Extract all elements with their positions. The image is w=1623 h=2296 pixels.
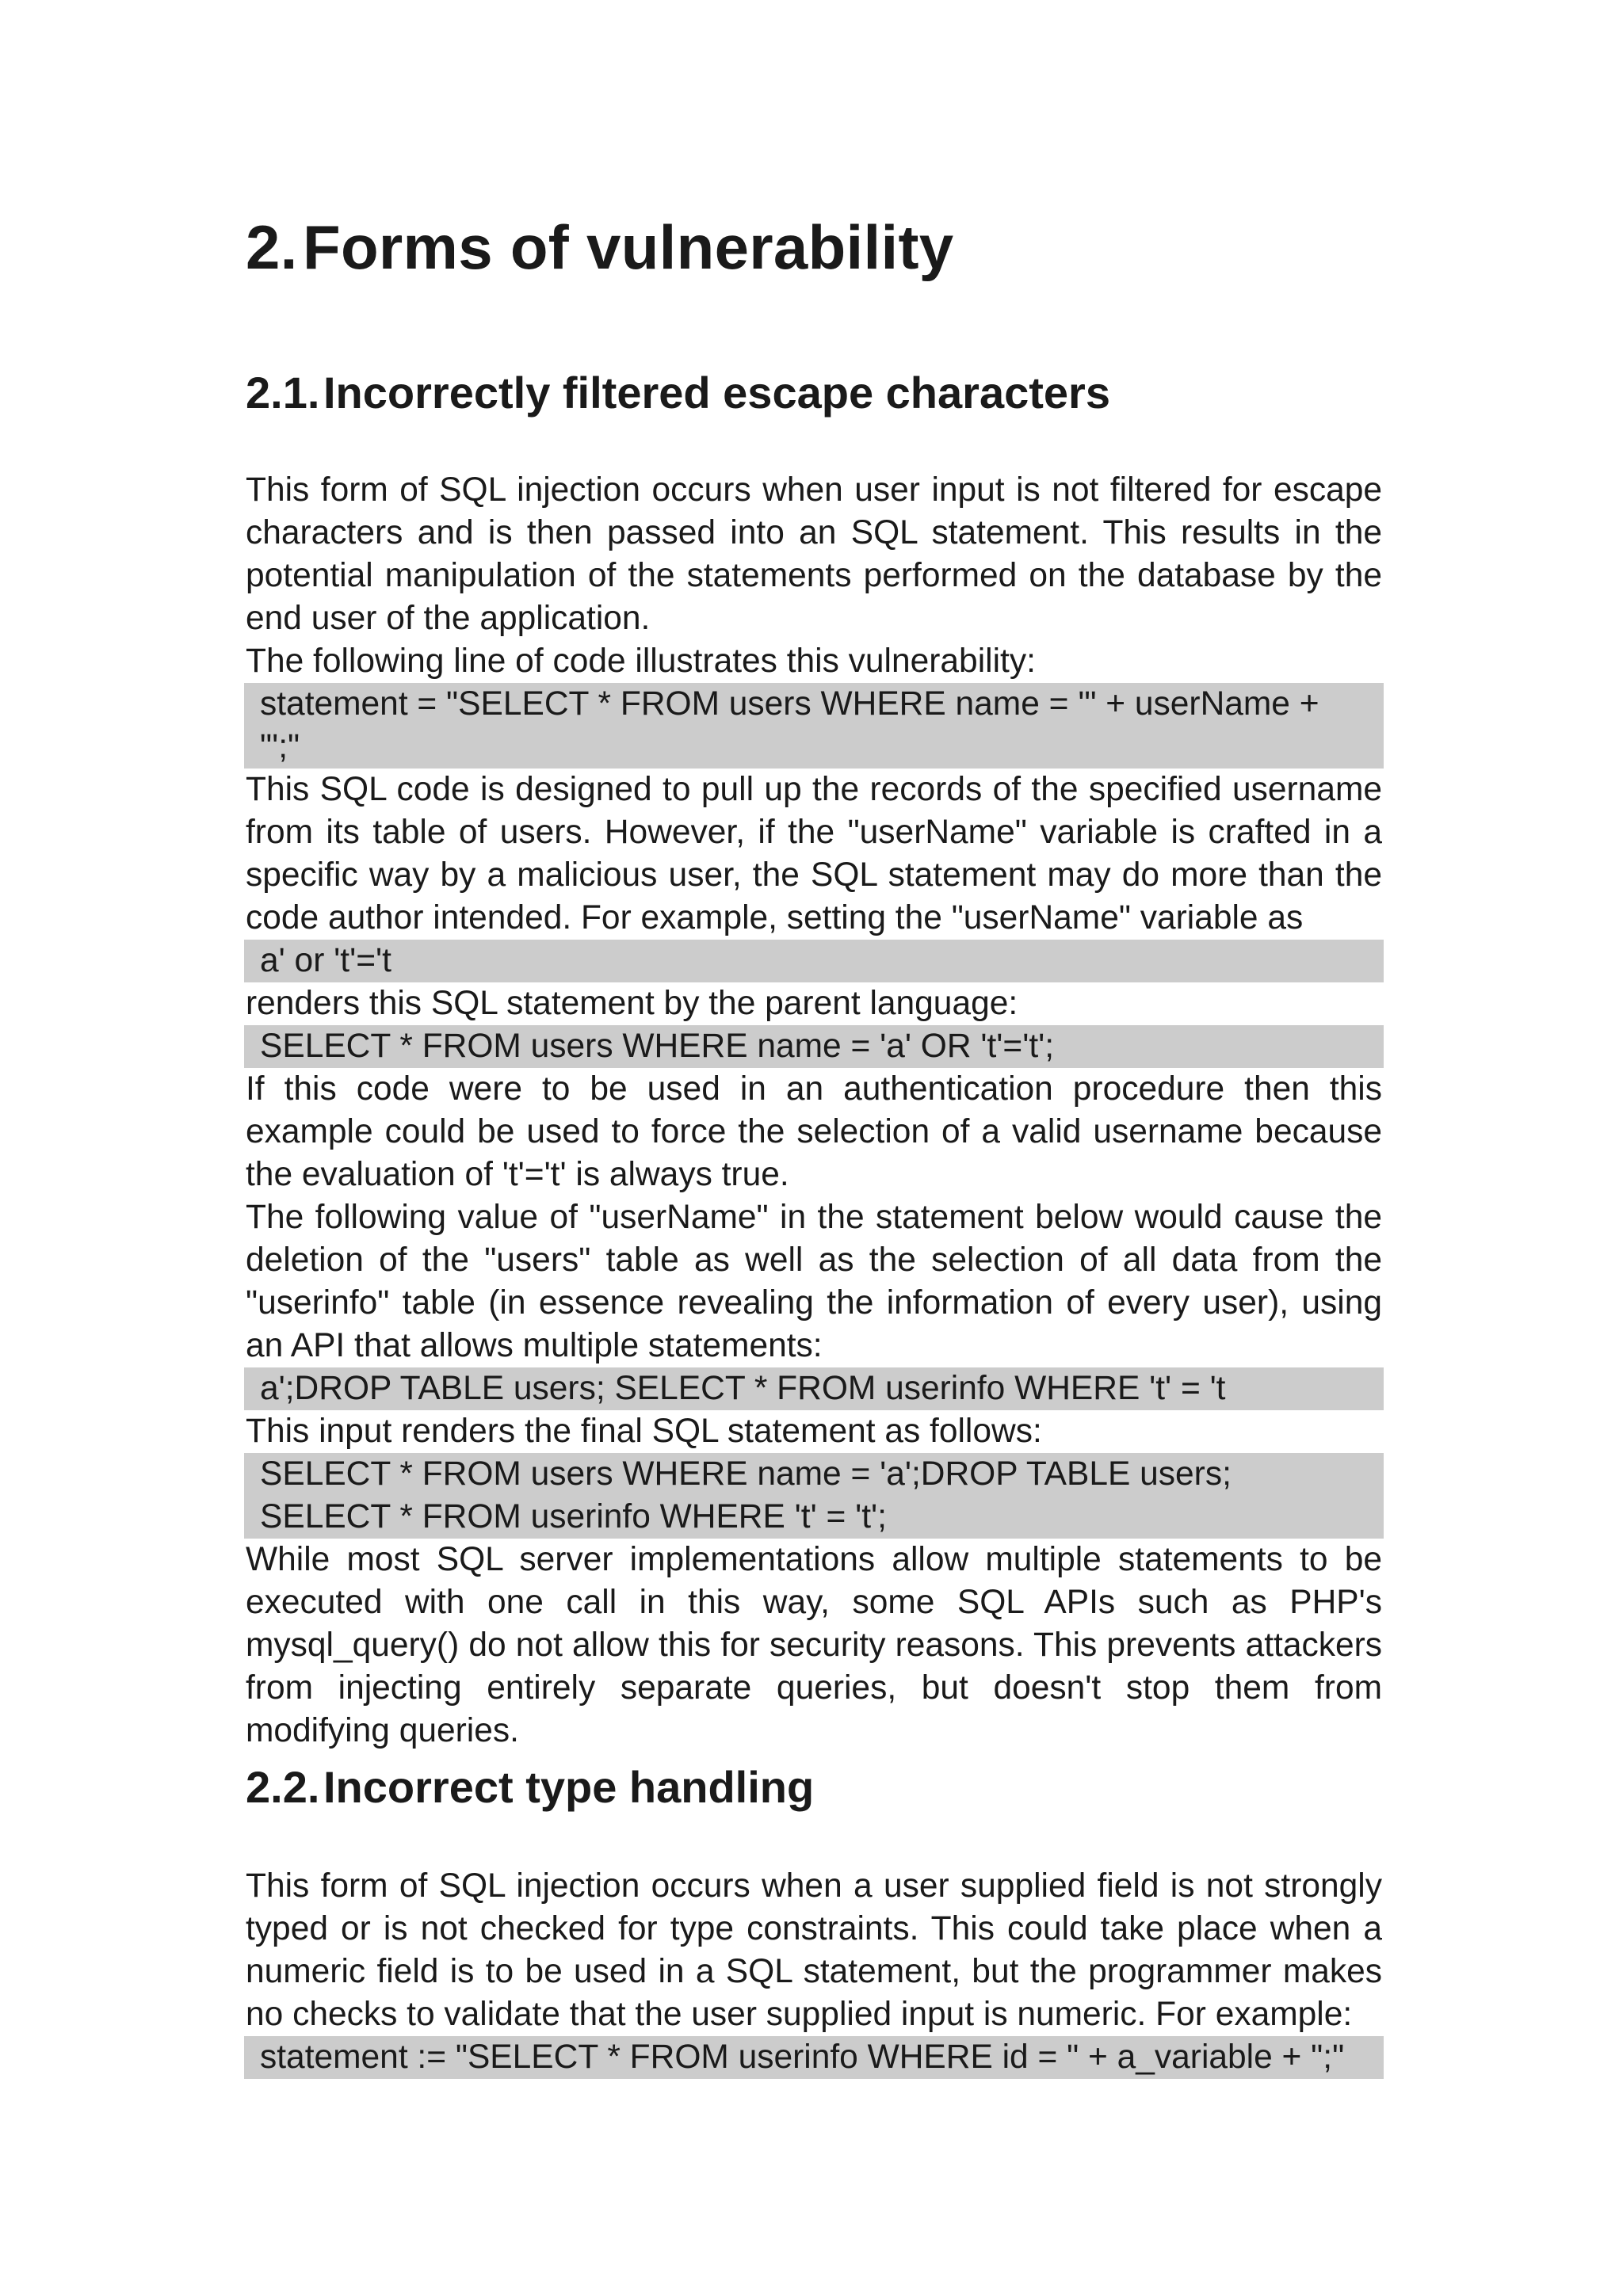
code-block: statement = "SELECT * FROM users WHERE name = '" + userName + "';" [244, 683, 1384, 769]
code-block: statement := "SELECT * FROM userinfo WHERE id = " + a_variable + ";" [244, 2036, 1384, 2079]
paragraph: This form of SQL injection occurs when user input is not filtered for escape characters and is then passed into an SQL statement. This results in the potential manipulation of the statements performed on the database by the end user of the application. [246, 471, 1382, 637]
subsection-heading-2-1 [246, 361, 1110, 425]
subsection-body-2-2 [246, 1865, 1382, 2079]
paragraph: The following value of "userName" in the statement below would cause the deletion of the "users" table as well as the selection of all data from the "userinfo" table (in essence revealing the information of every user), using an API that allows multiple statements: [246, 1199, 1382, 1364]
code-block: a';DROP TABLE users; SELECT * FROM userinfo WHERE 't' = 't [244, 1367, 1384, 1410]
subsection-heading-2-2 [246, 1756, 814, 1819]
paragraph: If this code were to be used in an authentication procedure then this example could be used to force the selection of a valid username because the evaluation of 't'='t' is always true. [246, 1070, 1382, 1193]
subsection-number: 2.2. [246, 1762, 320, 1812]
paragraph: renders this SQL statement by the parent language: [246, 985, 1018, 1022]
paragraph: While most SQL server implementations allow multiple statements to be executed with one call in this way, some SQL APIs such as PHP's mysql_query() do not allow this for security reasons. This prevents attackers from injecting entirely separate queries, but doesn't stop them from modifying queries. [246, 1541, 1382, 1749]
subsection-body-2-1 [246, 469, 1382, 1753]
section-number: 2. [246, 212, 298, 282]
section-heading [246, 208, 953, 287]
subsection-title: Incorrect type handling [323, 1762, 815, 1812]
section-title: Forms of vulnerability [303, 212, 954, 282]
paragraph: The following line of code illustrates this vulnerability: [246, 643, 1036, 680]
paragraph: This form of SQL injection occurs when a user supplied field is not strongly typed or is not checked for type constraints. This could take place when a numeric field is to be used in a SQL statement, but the programmer makes no checks to validate that the user supplied input is numeric. For example: [246, 1867, 1382, 2033]
paragraph: This SQL code is designed to pull up the records of the specified username from its table of users. However, if the "userName" variable is crafted in a specific way by a malicious user, the SQL statement may do more than the code author intended. For example, setting the "userName" variable as [246, 771, 1382, 936]
code-block: SELECT * FROM users WHERE name = 'a' OR 't'='t'; [244, 1025, 1384, 1068]
subsection-title: Incorrectly filtered escape characters [323, 368, 1110, 418]
paragraph: This input renders the final SQL statement as follows: [246, 1413, 1042, 1450]
code-block: SELECT * FROM users WHERE name = 'a';DROP TABLE users; SELECT * FROM userinfo WHERE 't' = 't'; [244, 1453, 1384, 1539]
subsection-number: 2.1. [246, 368, 320, 418]
code-block: a' or 't'='t [244, 940, 1384, 982]
